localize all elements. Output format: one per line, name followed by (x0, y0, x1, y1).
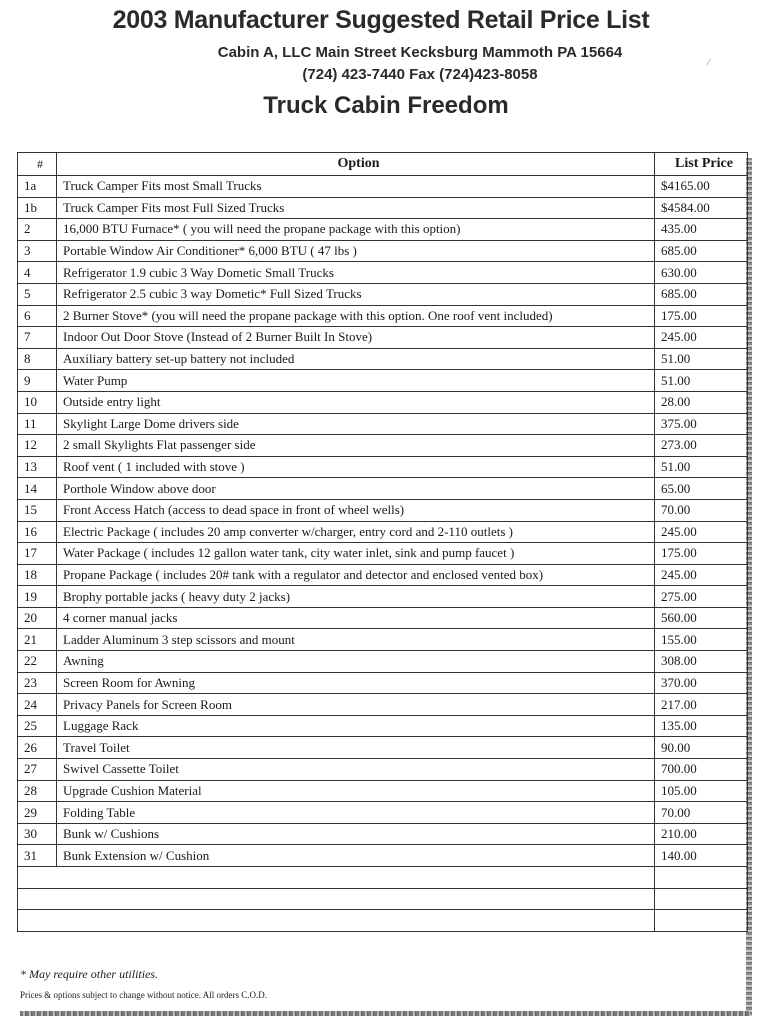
row-price: 70.00 (655, 802, 748, 824)
table-row (18, 694, 748, 716)
row-price: 700.00 (655, 759, 748, 781)
row-option: Outside entry light (57, 391, 655, 413)
row-price: 51.00 (655, 456, 748, 478)
row-price: 217.00 (655, 694, 748, 716)
table-row (18, 715, 748, 737)
table-row (18, 823, 748, 845)
row-number: 3 (18, 240, 57, 262)
row-option: Screen Room for Awning (57, 672, 655, 694)
scan-speck: ⁄ (708, 58, 710, 68)
row-price: 105.00 (655, 780, 748, 802)
price-table-body (18, 176, 748, 932)
row-price: 135.00 (655, 715, 748, 737)
row-number: 23 (18, 672, 57, 694)
table-row (18, 845, 748, 867)
blank-price-cell (655, 910, 748, 932)
row-number: 4 (18, 262, 57, 284)
row-option: Upgrade Cushion Material (57, 780, 655, 802)
row-option: Electric Package ( includes 20 amp converter w/charger, entry cord and 2-110 outlets ) (57, 521, 655, 543)
table-row (18, 348, 748, 370)
table-row (18, 478, 748, 500)
row-price: 275.00 (655, 586, 748, 608)
row-option: 4 corner manual jacks (57, 607, 655, 629)
table-row (18, 391, 748, 413)
column-header-option: Option (57, 153, 655, 176)
column-header-list-price: List Price (655, 153, 748, 176)
table-row (18, 240, 748, 262)
blank-table-row (18, 910, 748, 932)
row-price: 51.00 (655, 348, 748, 370)
table-row (18, 435, 748, 457)
table-row (18, 737, 748, 759)
row-number: 19 (18, 586, 57, 608)
row-number: 2 (18, 219, 57, 241)
row-number: 27 (18, 759, 57, 781)
row-number: 25 (18, 715, 57, 737)
row-price: 245.00 (655, 327, 748, 349)
row-number: 11 (18, 413, 57, 435)
table-row (18, 176, 748, 198)
column-header-number: # (18, 153, 57, 176)
row-number: 26 (18, 737, 57, 759)
row-option: Luggage Rack (57, 715, 655, 737)
row-number: 16 (18, 521, 57, 543)
blank-option-cell (18, 910, 655, 932)
row-option: Water Package ( includes 12 gallon water tank, city water inlet, sink and pump faucet ) (57, 543, 655, 565)
row-number: 29 (18, 802, 57, 824)
row-price: 70.00 (655, 499, 748, 521)
row-option: Folding Table (57, 802, 655, 824)
row-price: 175.00 (655, 305, 748, 327)
row-price: 245.00 (655, 564, 748, 586)
row-number: 8 (18, 348, 57, 370)
table-row (18, 651, 748, 673)
row-price: 685.00 (655, 240, 748, 262)
row-number: 15 (18, 499, 57, 521)
table-row (18, 197, 748, 219)
product-name: Truck Cabin Freedom (263, 92, 509, 119)
scan-edge-bottom (20, 1011, 750, 1016)
row-option: 2 Burner Stove* (you will need the propane package with this option. One roof vent included) (57, 305, 655, 327)
row-price: 65.00 (655, 478, 748, 500)
row-number: 5 (18, 283, 57, 305)
row-option: Indoor Out Door Stove (Instead of 2 Burner Built In Stove) (57, 327, 655, 349)
row-option: Refrigerator 1.9 cubic 3 Way Dometic Small Trucks (57, 262, 655, 284)
table-header-row (18, 153, 748, 176)
row-option: Propane Package ( includes 20# tank with a regulator and detector and enclosed vented box) (57, 564, 655, 586)
table-row (18, 759, 748, 781)
document-title: 2003 Manufacturer Suggested Retail Price List (112, 6, 650, 34)
row-option: Portable Window Air Conditioner* 6,000 BTU ( 47 lbs ) (57, 240, 655, 262)
row-price: 28.00 (655, 391, 748, 413)
row-option: Truck Camper Fits most Small Trucks (57, 176, 655, 198)
row-number: 14 (18, 478, 57, 500)
company-address: Cabin A, LLC Main Street Kecksburg Mammoth PA 15664 (217, 44, 623, 61)
table-row (18, 780, 748, 802)
row-option: Ladder Aluminum 3 step scissors and mount (57, 629, 655, 651)
table-row (18, 283, 748, 305)
row-price: 375.00 (655, 413, 748, 435)
row-number: 17 (18, 543, 57, 565)
row-price: 308.00 (655, 651, 748, 673)
row-price: 273.00 (655, 435, 748, 457)
row-price: 210.00 (655, 823, 748, 845)
row-number: 24 (18, 694, 57, 716)
table-row (18, 607, 748, 629)
row-price: 245.00 (655, 521, 748, 543)
table-row (18, 456, 748, 478)
row-number: 28 (18, 780, 57, 802)
row-option: Roof vent ( 1 included with stove ) (57, 456, 655, 478)
row-number: 9 (18, 370, 57, 392)
row-number: 1b (18, 197, 57, 219)
table-row (18, 802, 748, 824)
table-row (18, 521, 748, 543)
table-row (18, 499, 748, 521)
row-number: 22 (18, 651, 57, 673)
row-price: $4165.00 (655, 176, 748, 198)
row-option: Water Pump (57, 370, 655, 392)
blank-table-row (18, 867, 748, 889)
row-number: 10 (18, 391, 57, 413)
row-number: 30 (18, 823, 57, 845)
row-option: Awning (57, 651, 655, 673)
row-price: 685.00 (655, 283, 748, 305)
blank-table-row (18, 888, 748, 910)
row-price: 140.00 (655, 845, 748, 867)
row-price: $4584.00 (655, 197, 748, 219)
row-price: 560.00 (655, 607, 748, 629)
row-number: 6 (18, 305, 57, 327)
company-phone-fax: (724) 423-7440 Fax (724)423-8058 (302, 66, 538, 83)
row-option: Auxiliary battery set-up battery not included (57, 348, 655, 370)
row-number: 31 (18, 845, 57, 867)
table-row (18, 543, 748, 565)
blank-price-cell (655, 888, 748, 910)
row-number: 12 (18, 435, 57, 457)
table-row (18, 262, 748, 284)
table-row (18, 327, 748, 349)
row-price: 370.00 (655, 672, 748, 694)
row-price: 90.00 (655, 737, 748, 759)
row-number: 7 (18, 327, 57, 349)
table-row (18, 305, 748, 327)
row-option: Refrigerator 2.5 cubic 3 way Dometic* Full Sized Trucks (57, 283, 655, 305)
table-row (18, 672, 748, 694)
table-row (18, 629, 748, 651)
pricing-disclaimer: Prices & options subject to change without notice. All orders C.O.D. (20, 990, 267, 1000)
row-price: 435.00 (655, 219, 748, 241)
row-number: 18 (18, 564, 57, 586)
row-price: 51.00 (655, 370, 748, 392)
row-option: 2 small Skylights Flat passenger side (57, 435, 655, 457)
table-row (18, 219, 748, 241)
row-option: Privacy Panels for Screen Room (57, 694, 655, 716)
blank-option-cell (18, 888, 655, 910)
row-price: 155.00 (655, 629, 748, 651)
row-number: 21 (18, 629, 57, 651)
row-option: Front Access Hatch (access to dead space in front of wheel wells) (57, 499, 655, 521)
row-price: 630.00 (655, 262, 748, 284)
row-option: Swivel Cassette Toilet (57, 759, 655, 781)
blank-option-cell (18, 867, 655, 889)
row-option: Brophy portable jacks ( heavy duty 2 jacks) (57, 586, 655, 608)
price-table (17, 152, 748, 932)
blank-price-cell (655, 867, 748, 889)
row-number: 1a (18, 176, 57, 198)
utilities-footnote: * May require other utilities. (20, 967, 159, 981)
table-row (18, 586, 748, 608)
row-price: 175.00 (655, 543, 748, 565)
row-option: Porthole Window above door (57, 478, 655, 500)
row-option: Travel Toilet (57, 737, 655, 759)
row-option: Truck Camper Fits most Full Sized Trucks (57, 197, 655, 219)
row-option: 16,000 BTU Furnace* ( you will need the propane package with this option) (57, 219, 655, 241)
row-number: 20 (18, 607, 57, 629)
table-row (18, 413, 748, 435)
row-number: 13 (18, 456, 57, 478)
row-option: Skylight Large Dome drivers side (57, 413, 655, 435)
row-option: Bunk w/ Cushions (57, 823, 655, 845)
table-row (18, 564, 748, 586)
table-row (18, 370, 748, 392)
row-option: Bunk Extension w/ Cushion (57, 845, 655, 867)
